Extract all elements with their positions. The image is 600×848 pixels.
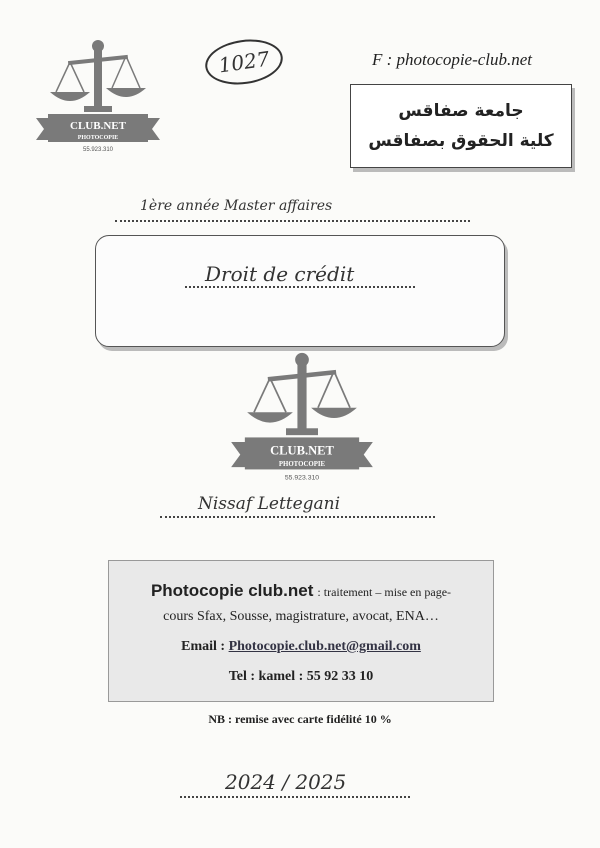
faculty-name: كلية الحقوق بصفاقس xyxy=(368,131,554,151)
info-tel: Tel : kamel : 55 92 33 10 xyxy=(228,669,374,684)
logo-phone-text: 55.923.310 xyxy=(82,147,114,153)
info-brand-row xyxy=(109,581,493,601)
professor-text: Nissaf Lettegani xyxy=(198,494,341,514)
logo-phone-text: 55.923.310 xyxy=(284,474,320,482)
info-box xyxy=(108,560,494,702)
subject-box xyxy=(95,235,505,347)
subject-text: Droit de crédit xyxy=(205,262,355,286)
info-services-1: : traitement – mise en page- xyxy=(317,585,452,599)
university-name: جامعة صفاقس xyxy=(398,101,524,121)
nb-note: NB : remise avec carte fidélité 10 % xyxy=(208,712,392,726)
email-link[interactable]: Photocopie.club.net@gmail.com xyxy=(228,639,421,654)
logo-brand-text: CLUB.NET xyxy=(270,443,334,458)
info-services-2: cours Sfax, Sousse, magistrature, avocat, ENA… xyxy=(163,609,439,624)
facebook-handle: F : photocopie-club.net xyxy=(372,50,533,69)
institution-box xyxy=(350,84,572,168)
logo-tagline-text: PHOTOCOPIE xyxy=(278,461,326,468)
info-email-row xyxy=(109,639,493,655)
info-brand: Photocopie club.net xyxy=(150,581,314,600)
logo-tagline-text: PHOTOCOPIE xyxy=(77,135,119,141)
year-text: 2024 / 2025 xyxy=(225,770,347,794)
email-label: Email : xyxy=(181,639,226,654)
level-text: 1ère année Master affaires xyxy=(140,198,333,214)
club-net-logo-top xyxy=(28,38,168,156)
reference-number-stamp xyxy=(202,35,285,89)
club-net-logo-center xyxy=(222,350,382,486)
logo-brand-text: CLUB.NET xyxy=(70,120,126,132)
reference-number: 1027 xyxy=(217,46,271,78)
